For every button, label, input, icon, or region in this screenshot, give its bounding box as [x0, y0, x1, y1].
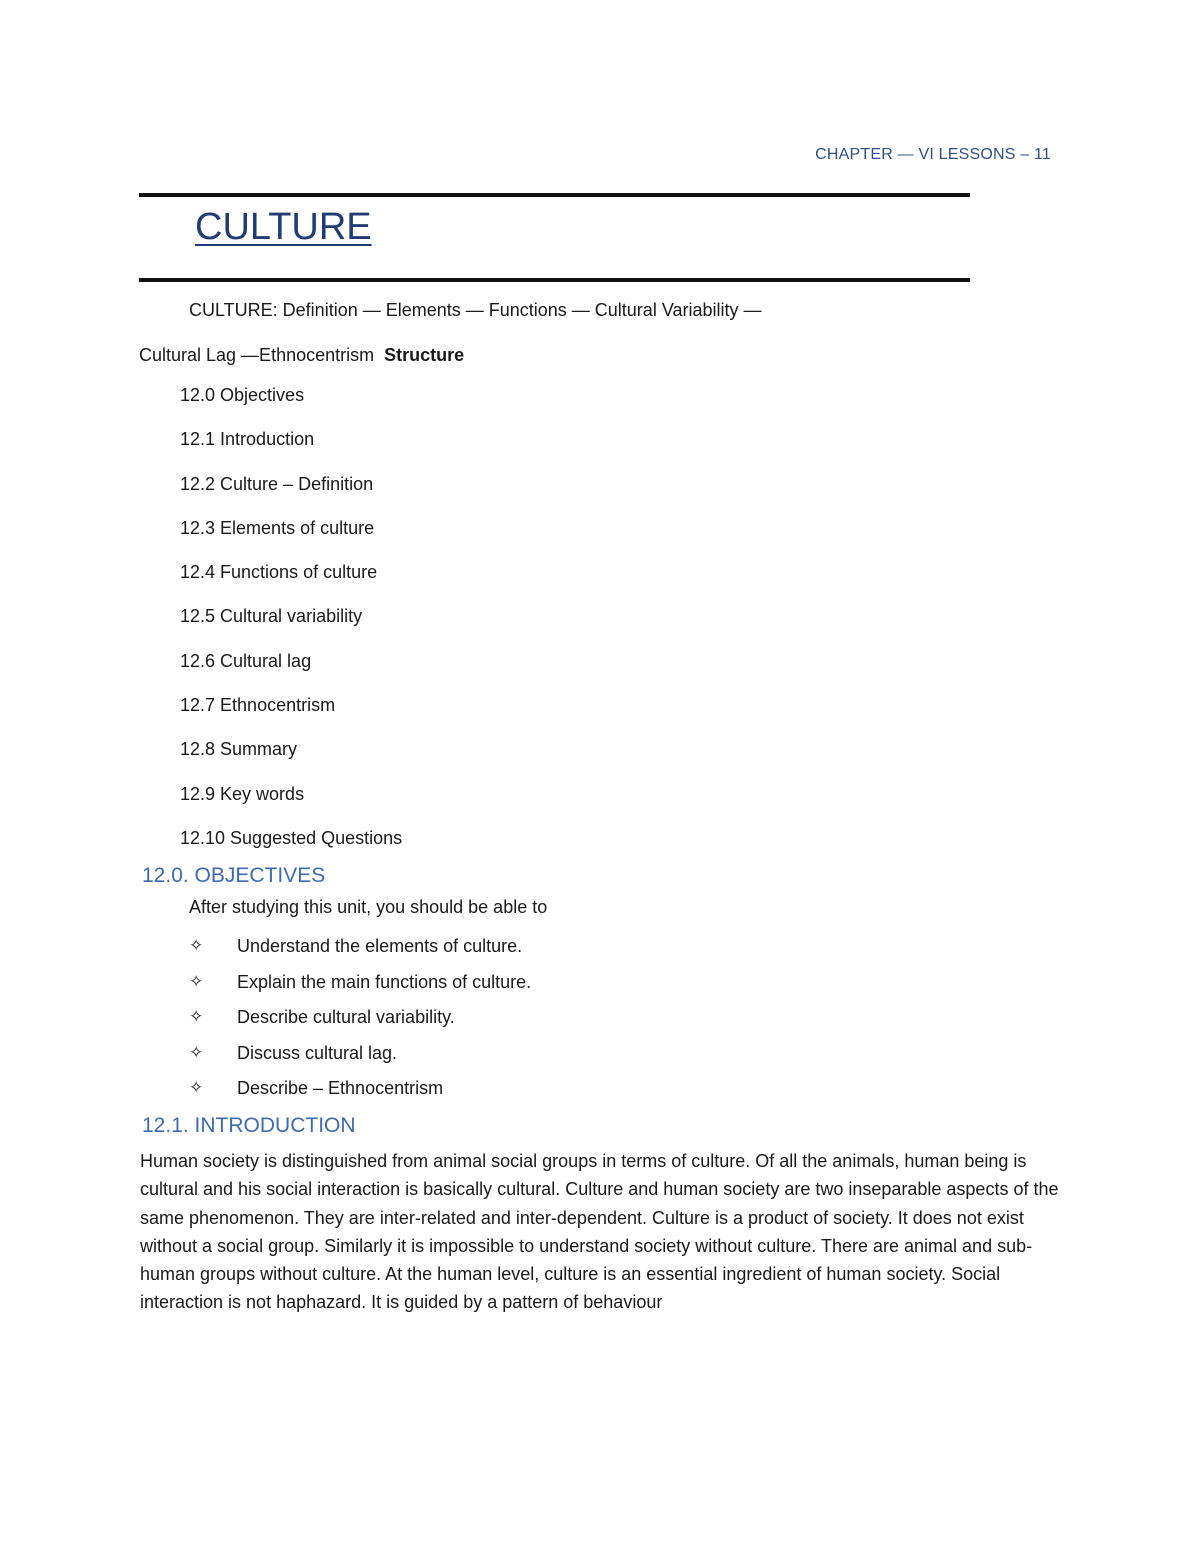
- title-rule-bottom: [139, 278, 970, 282]
- toc-item: 12.1 Introduction: [180, 429, 315, 450]
- objective-text: Understand the elements of culture.: [237, 936, 523, 956]
- toc-item: 12.9 Key words: [180, 783, 305, 804]
- four-point-star-icon: ✧: [189, 971, 204, 991]
- topics-line-2-text: Cultural Lag —Ethnocentrism: [139, 345, 375, 365]
- objective-text: Explain the main functions of culture.: [237, 971, 532, 992]
- toc-item: 12.8 Summary: [180, 739, 298, 760]
- four-point-star-icon: ✧: [189, 1078, 204, 1097]
- objective-text: Describe – Ethnocentrism: [237, 1078, 444, 1098]
- four-point-star-icon: ✧: [189, 1042, 204, 1062]
- introduction-heading: 12.1. INTRODUCTION: [142, 1114, 356, 1137]
- list-item: [189, 1042, 531, 1078]
- title-rule-top: [139, 193, 970, 197]
- list-item: [189, 935, 531, 971]
- toc-item: 12.2 Culture – Definition: [180, 473, 374, 494]
- page-title: CULTURE: [195, 206, 372, 248]
- list-item: [189, 1077, 531, 1113]
- toc-item: 12.10 Suggested Questions: [180, 827, 403, 848]
- table-of-contents: [180, 384, 402, 871]
- objectives-list: [189, 935, 531, 1113]
- four-point-star-icon: ✧: [189, 1007, 204, 1026]
- list-item: [189, 1006, 531, 1042]
- objective-text: Discuss cultural lag.: [237, 1042, 398, 1063]
- toc-item: 12.5 Cultural variability: [180, 606, 363, 627]
- objectives-lead: After studying this unit, you should be able to: [189, 897, 548, 917]
- toc-item: 12.3 Elements of culture: [180, 517, 375, 538]
- four-point-star-icon: ✧: [189, 936, 204, 955]
- list-item: [189, 971, 531, 1007]
- objective-text: Describe cultural variability.: [237, 1007, 455, 1027]
- chapter-header: CHAPTER — VI LESSONS – 11: [815, 146, 1051, 163]
- structure-label: Structure: [384, 345, 465, 365]
- objectives-heading: 12.0. OBJECTIVES: [142, 864, 326, 887]
- toc-item: 12.7 Ethnocentrism: [180, 695, 336, 716]
- introduction-paragraph: Human society is distinguished from animal social groups in terms of culture. Of all the animals, human being is cultural and his social interaction is basically cultural. Culture and human society are two inseparable aspects of the same phenomenon. They are inter-related and inter-dependent. Culture is a product of society. It does not exist without a social group. Similarly it is impossible to understand society without culture. There are animal and sub-human groups without culture. At the human level, culture is an essential ingredient of human society. Social interaction is not haphazard. It is guided by a pattern of behaviour: [140, 1151, 1059, 1313]
- topics-line-1: CULTURE: Definition — Elements — Functions — Cultural Variability —: [189, 300, 762, 320]
- toc-item: 12.6 Cultural lag: [180, 650, 312, 671]
- toc-item: 12.4 Functions of culture: [180, 562, 378, 583]
- toc-item: 12.0 Objectives: [180, 385, 305, 405]
- topics-line-2: [139, 345, 464, 366]
